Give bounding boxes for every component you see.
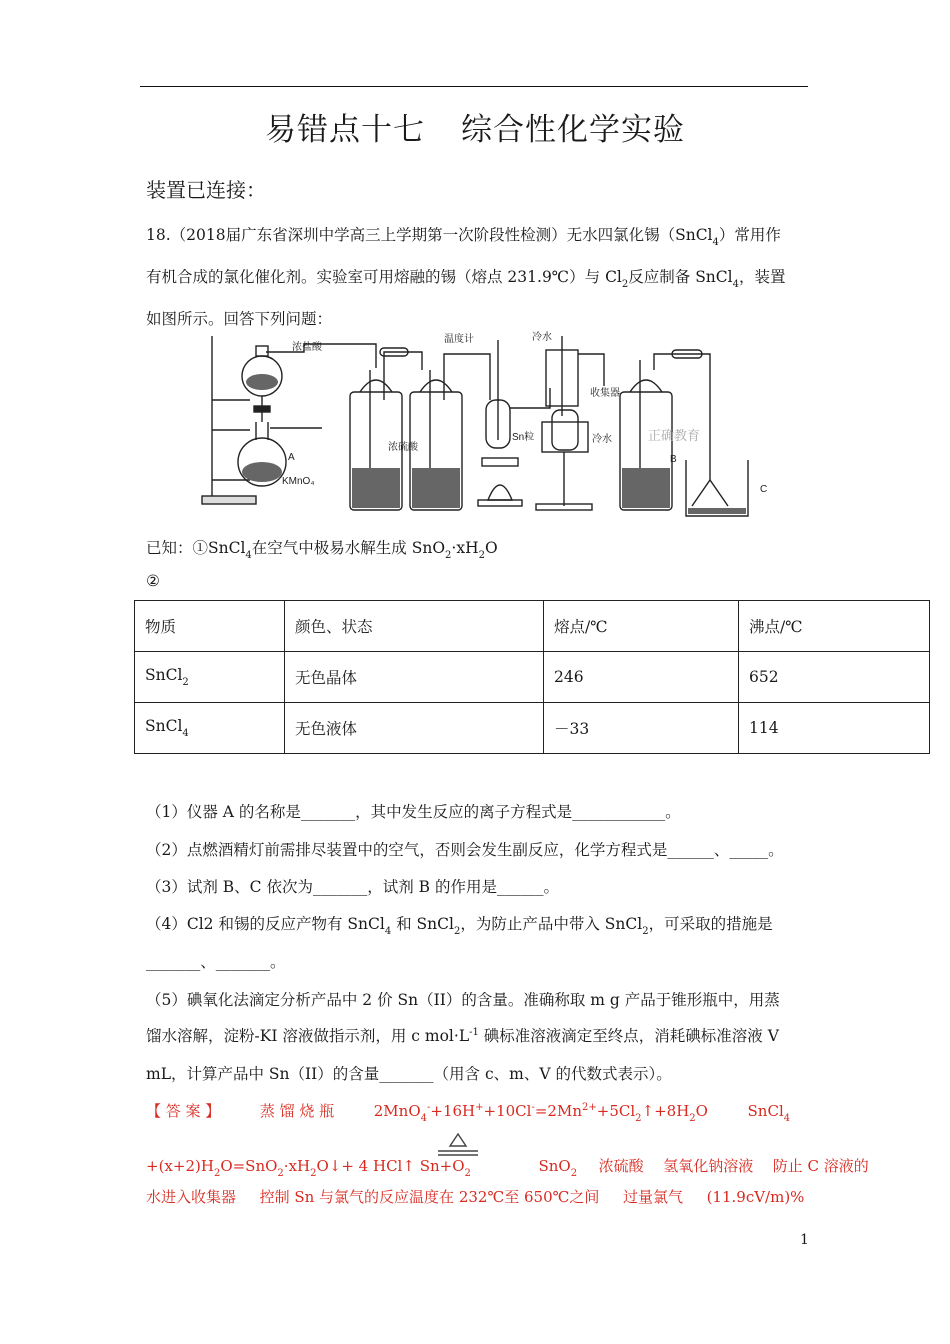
answer-line-1: 【 答 案 】 蒸 馏 烧 瓶 $2MnO_4^-+16H^++10Cl^-=2Mn^{2+}+5Cl_2↑+8H_2O$ SnCl$_4$ [146,1102,791,1124]
question-line-1: 18.（2018届广东省深圳中学高三上学期第一次阶段性检测）无水四氯化锡（SnCl$_4$）常用作 [146,226,781,248]
known-2: ② [146,572,160,590]
question-1: （1）仪器 A 的名称是_______，其中发生反应的离子方程式是____________。 [146,803,681,821]
svg-text:C: C [760,484,768,495]
svg-text:浓盐酸: 浓盐酸 [292,342,322,353]
title-part-a: 易错点十七 [265,112,425,148]
svg-text:收集器: 收集器 [590,388,620,399]
table-header-row: 物质 颜色、状态 熔点/℃ 沸点/℃ [135,601,930,652]
question-4: （4）Cl2 和锡的反应产物有 SnCl$_4$ 和 SnCl$_2$，为防止产品中带入 SnCl$_2$，可采取的措施是 [146,915,773,937]
table-row: SnCl$_2$ 无色晶体 246 652 [135,652,930,703]
page-number: 1 [800,1232,809,1248]
section-subtitle: 装置已连接： [146,178,266,202]
svg-text:B: B [670,454,677,465]
svg-text:浓硫酸: 浓硫酸 [388,442,418,453]
question-2: （2）点燃酒精灯前需排尽装置中的空气，否则会发生副反应，化学方程式是______、_____。 [146,841,784,859]
known-1: 已知：①SnCl$_4$在空气中极易水解生成 $SnO_2\cdot xH_2O$ [146,539,498,561]
question-line-3: 如图所示。回答下列问题： [146,310,333,328]
question-line-2: 有机合成的氯化催化剂。实验室可用熔融的锡（熔点 231.9℃）与 $Cl_2$反应制备 SnCl$_4$，装置 [146,268,786,290]
heat-symbol-icon [436,1132,480,1158]
question-5-line-3: mL，计算产品中 Sn（II）的含量_______（用含 c、m、V 的代数式表示）。 [146,1065,672,1083]
svg-text:Sn粒: Sn粒 [512,432,535,443]
svg-text:冷水: 冷水 [592,434,612,445]
question-4-blanks: _______、_______。 [146,953,286,971]
title-part-b: 综合性化学实验 [461,112,685,148]
svg-text:温度计: 温度计 [444,334,474,345]
apparatus-figure [200,330,790,522]
page-title [0,104,950,149]
answer-line-3: 水进入收集器 控制 Sn 与氯气的反应温度在 232℃至 650℃之间 过量氯气 (11.9cV/m)% [146,1188,805,1206]
table-row: SnCl$_4$ 无色液体 －33 114 [135,703,930,754]
svg-text:KMnO₄: KMnO₄ [282,476,315,487]
svg-text:正确教育: 正确教育 [648,428,701,443]
header-rule [140,86,808,87]
svg-text:冷水: 冷水 [532,332,552,343]
properties-table [134,600,930,754]
question-stem [146,218,808,336]
answer-line-2: $+(x+2)H_2O=SnO_2\cdot xH_2O↓+ 4$ HCl↑ $Sn+O_2$ SnO$_2$ 浓硫酸 氢氧化钠溶液 防止 C 溶液的 [146,1157,869,1179]
svg-text:A: A [288,452,295,463]
question-5-line-2: 馏水溶解，淀粉-KI 溶液做指示剂，用 c $mol\cdot L^{-1}$ 碘标准溶液滴定至终点，消耗碘标准溶液 V [146,1027,779,1045]
question-3: （3）试剂 B、C 依次为_______，试剂 B 的作用是______。 [146,878,559,896]
question-5-line-1: （5）碘氧化法滴定分析产品中 2 价 Sn（II）的含量。准确称取 m g 产品于锥形瓶中，用蒸 [146,991,780,1009]
